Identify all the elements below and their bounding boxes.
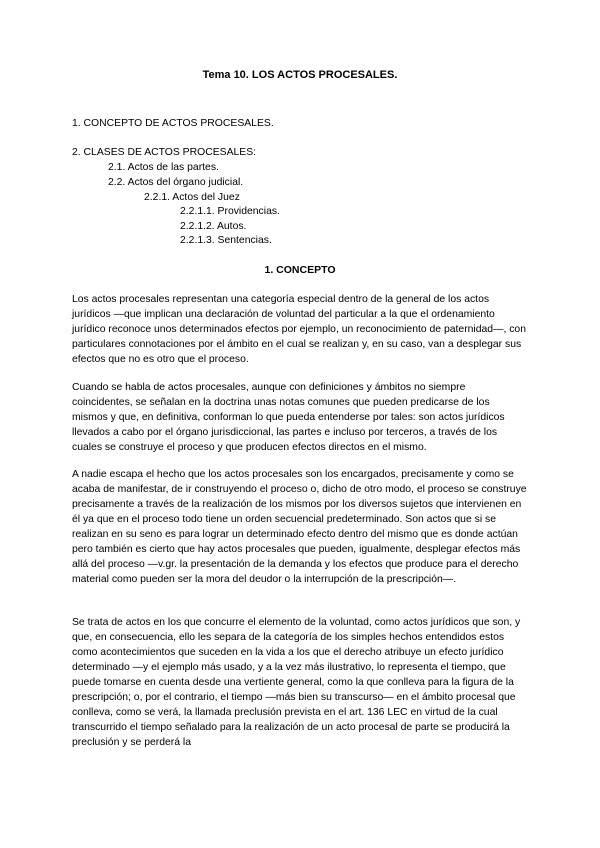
paragraph: A nadie escapa el hecho que los actos procesales son los encargados, precisamente y como se acaba de manifestar, de ir construyendo el proceso o, dicho de otro modo, el proceso se construye precisamente a través de la realización de los mismos por los diversos sujetos que intervienen en él ya que en el proceso todo tiene un orden secuencial predeterminado. Son actos que si se realizan en su seno es para lograr un determinado efecto dentro del mismo que es donde actúan pero también es cierto que hay actos procesales que pueden, igualmente, desplegar efectos más allá del proceso —v.gr. la presentación de la demanda y los efectos que produce para el derecho material como pueden ser la mora del deudor o la interrupción de la prescripción—.	[72, 469, 527, 585]
paragraph: Se trata de actos en los que concurre el elemento de la voluntad, como actos jurídicos que son, y que, en consecuencia, ello les separa de la categoría de los simples hechos entendidos estos como acontecimientos que suceden en la vida a los que el derecho atribuye un efecto jurídico determinado —y el ejemplo más usado, y a la vez más ilustrativo, lo representa el tiempo, que puede tomarse en cuenta desde una vertiente general, como la que conlleva para la figura de la prescripción; o, por el contrario, el tiempo —más bien su transcurso— en el ámbito procesal que conlleva, como se verá, la llamada preclusión prevista en el art. 136 LEC en virtud de la cual transcurrido el tiempo señalado para la realización de un acto procesal de parte se producirá la preclusión y se perderá la	[72, 617, 521, 748]
outline-item-2-2-1: 2.2.1. Actos del Juez	[144, 192, 240, 203]
outline-item-2-2-1-3: 2.2.1.3. Sentencias.	[180, 235, 272, 246]
outline-item-2-2-1-2: 2.2.1.2. Autos.	[180, 221, 247, 232]
outline-item-2-2: 2.2. Actos del órgano judicial.	[108, 177, 244, 188]
outline-item-2-2-1-1: 2.2.1.1. Providencias.	[180, 206, 280, 217]
outline-item-2: 2. CLASES DE ACTOS PROCESALES:	[72, 147, 257, 158]
document-title: Tema 10. LOS ACTOS PROCESALES.	[202, 69, 398, 81]
paragraph: Los actos procesales representan una categoría especial dentro de la general de los actos jurídicos —que implican una declaración de voluntad del particular a la que el ordenamiento jurídico reconoce unos determinados efectos por ejemplo, un reconocimiento de paternidad—, con particulares connotaciones por el ámbito en el cual se realizan y, en su caso, van a desplegar sus efectos que no es otro que el proceso.	[72, 294, 526, 365]
outline-item-2-1: 2.1. Actos de las partes.	[108, 162, 219, 173]
section-heading: 1. CONCEPTO	[264, 264, 336, 276]
outline-item-1: 1. CONCEPTO DE ACTOS PROCESALES.	[72, 118, 274, 129]
paragraph: Cuando se habla de actos procesales, aunque con definiciones y ámbitos no siempre coincidentes, se señalan en la doctrina unas notas comunes que pueden predicarse de los mismos y que, en definitiva, conforman lo que pueda entenderse por tales: son actos jurídicos llevados a cabo por el órgano jurisdiccional, las partes e incluso por terceros, a través de los cuales se construye el proceso y que producen efectos directos en el mismo.	[72, 382, 505, 453]
